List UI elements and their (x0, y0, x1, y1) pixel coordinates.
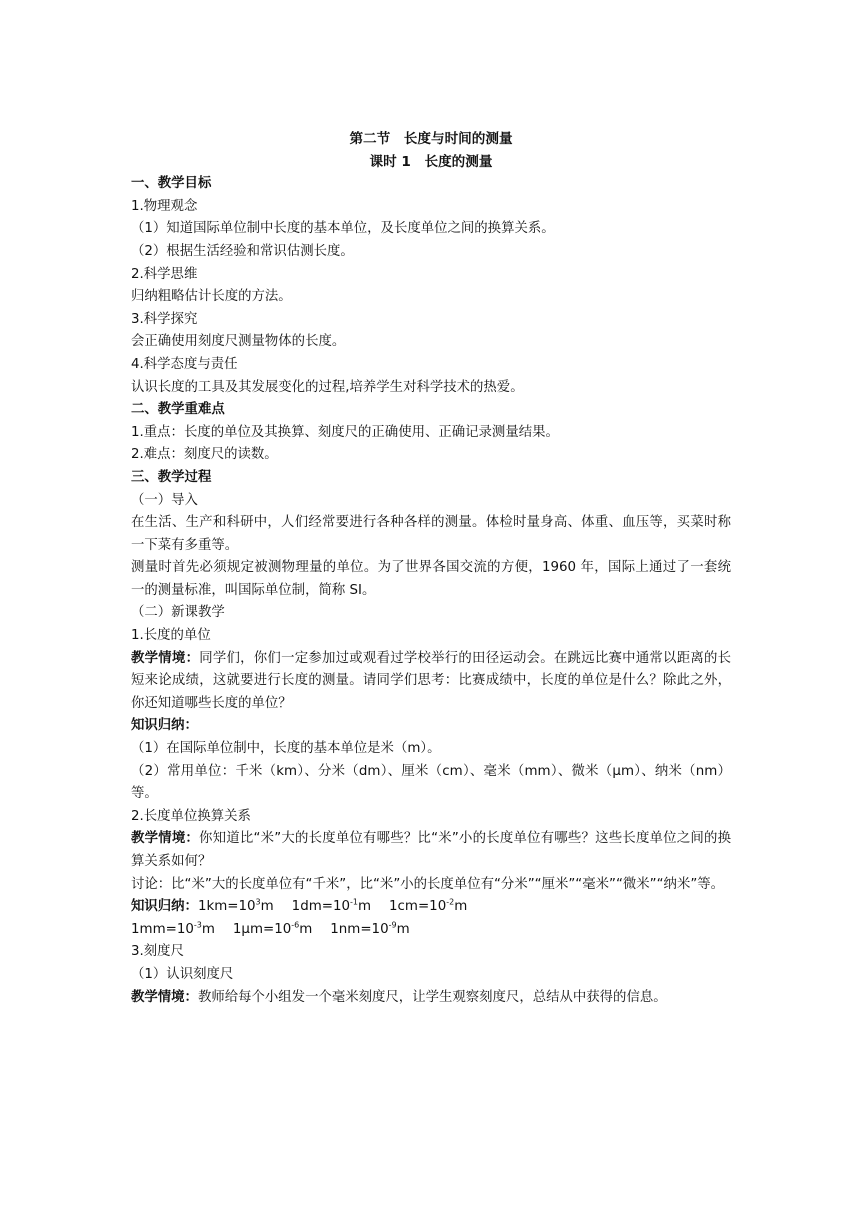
goal-4-text: 认识长度的工具及其发展变化的过程,培养学生对科学技术的热爱。 (131, 379, 524, 395)
goal-3-heading: 3.科学探究 (131, 311, 198, 327)
conversion-line-1 (131, 896, 731, 919)
conv-um: $1\mu m=10^{-6}m$ (232, 920, 313, 937)
goal-1-item-a: （1）知道国际单位制中长度的基本单位，及长度单位之间的换算关系。 (131, 221, 555, 237)
situation-label: 教学情境： (131, 831, 200, 847)
heading-key-points: 二、教学重难点 (131, 402, 225, 418)
intro-paragraph-1: 在生活、生产和科研中，人们经常要进行各种各样的测量。体检时量身高、体重、血压等，买菜时称一下菜有多重等。 (131, 515, 731, 553)
conv-nm: $1nm=10^{-9}m$ (330, 920, 410, 937)
process-intro-heading: （一）导入 (131, 492, 198, 508)
goal-3-text: 会正确使用刻度尺测量物体的长度。 (131, 334, 346, 350)
conv-cm: $1cm=10^{-2}m$ (389, 897, 468, 915)
goal-4-heading: 4.科学态度与责任 (131, 356, 238, 372)
key-point: 1.重点：长度的单位及其换算、刻度尺的正确使用、正确记录测量结果。 (131, 424, 559, 440)
heading-teaching-process: 三、教学过程 (131, 469, 212, 485)
goal-1-heading: 1.物理观念 (131, 198, 198, 214)
conv-dm: $1dm=10^{-1}m$ (291, 897, 372, 915)
topic-2-discussion: 讨论：比“米”大的长度单位有“千米”，比“米”小的长度单位有“分米”“厘米”“毫米”“微米”“纳米”等。 (131, 876, 725, 892)
intro-paragraph-2: 测量时首先必须规定被测物理量的单位。为了世界各国交流的方便，1960 年，国际上通过了一套统一的测量标准，叫国际单位制，简称 SI。 (131, 560, 731, 598)
topic-3-sub-heading: （1）认识刻度尺 (131, 966, 234, 982)
situation-label: 教学情境： (131, 650, 200, 666)
topic-2-situation (131, 828, 731, 873)
goal-1-item-b: （2）根据生活经验和常识估测长度。 (131, 243, 354, 259)
goal-2-text: 归纳粗略估计长度的方法。 (131, 289, 292, 305)
situation-label: 教学情境： (131, 989, 198, 1005)
heading-teaching-goals: 一、教学目标 (131, 176, 212, 192)
lesson-subtitle: 课时 1 长度的测量 (369, 153, 493, 170)
situation-text: 教师给每个小组发一个毫米刻度尺，让学生观察刻度尺，总结从中获得的信息。 (197, 989, 667, 1005)
section-title: 第二节 长度与时间的测量 (349, 131, 513, 147)
topic-1-situation (131, 648, 731, 716)
conv-mm: $1mm=10^{-3}m$ (131, 920, 215, 937)
topic-3-heading: 3.刻度尺 (131, 944, 184, 960)
summary-label: 知识归纳： (131, 718, 198, 734)
summary-label: 知识归纳： (131, 899, 198, 915)
conversion-line-2 (131, 919, 731, 942)
topic-3-situation (131, 987, 731, 1010)
difficult-point: 2.难点：刻度尺的读数。 (131, 447, 278, 463)
topic-1-heading: 1.长度的单位 (131, 628, 211, 644)
goal-2-heading: 2.科学思维 (131, 266, 198, 282)
situation-text: 你知道比“米”大的长度单位有哪些？比“米”小的长度单位有哪些？这些长度单位之间的换算关系如何？ (131, 831, 731, 869)
conv-km: $1km=10^3m$ (197, 897, 274, 915)
situation-text: 同学们，你们一定参加过或观看过学校举行的田径运动会。在跳远比赛中通常以距离的长短来论成绩，这就要进行长度的测量。请同学们思考：比赛成绩中，长度的单位是什么？除此之外，你还知道哪些长度的单位？ (131, 650, 732, 711)
summary-item-1: （1）在国际单位制中，长度的基本单位是米（m）。 (131, 741, 441, 757)
summary-item-2: （2）常用单位：千米（km）、分米（dm）、厘米（cm）、毫米（mm）、微米（μm）、纳米（nm）等。 (131, 763, 731, 802)
document-page (131, 128, 731, 1009)
new-lesson-heading: （二）新课教学 (131, 605, 225, 621)
topic-2-heading: 2.长度单位换算关系 (131, 808, 251, 824)
